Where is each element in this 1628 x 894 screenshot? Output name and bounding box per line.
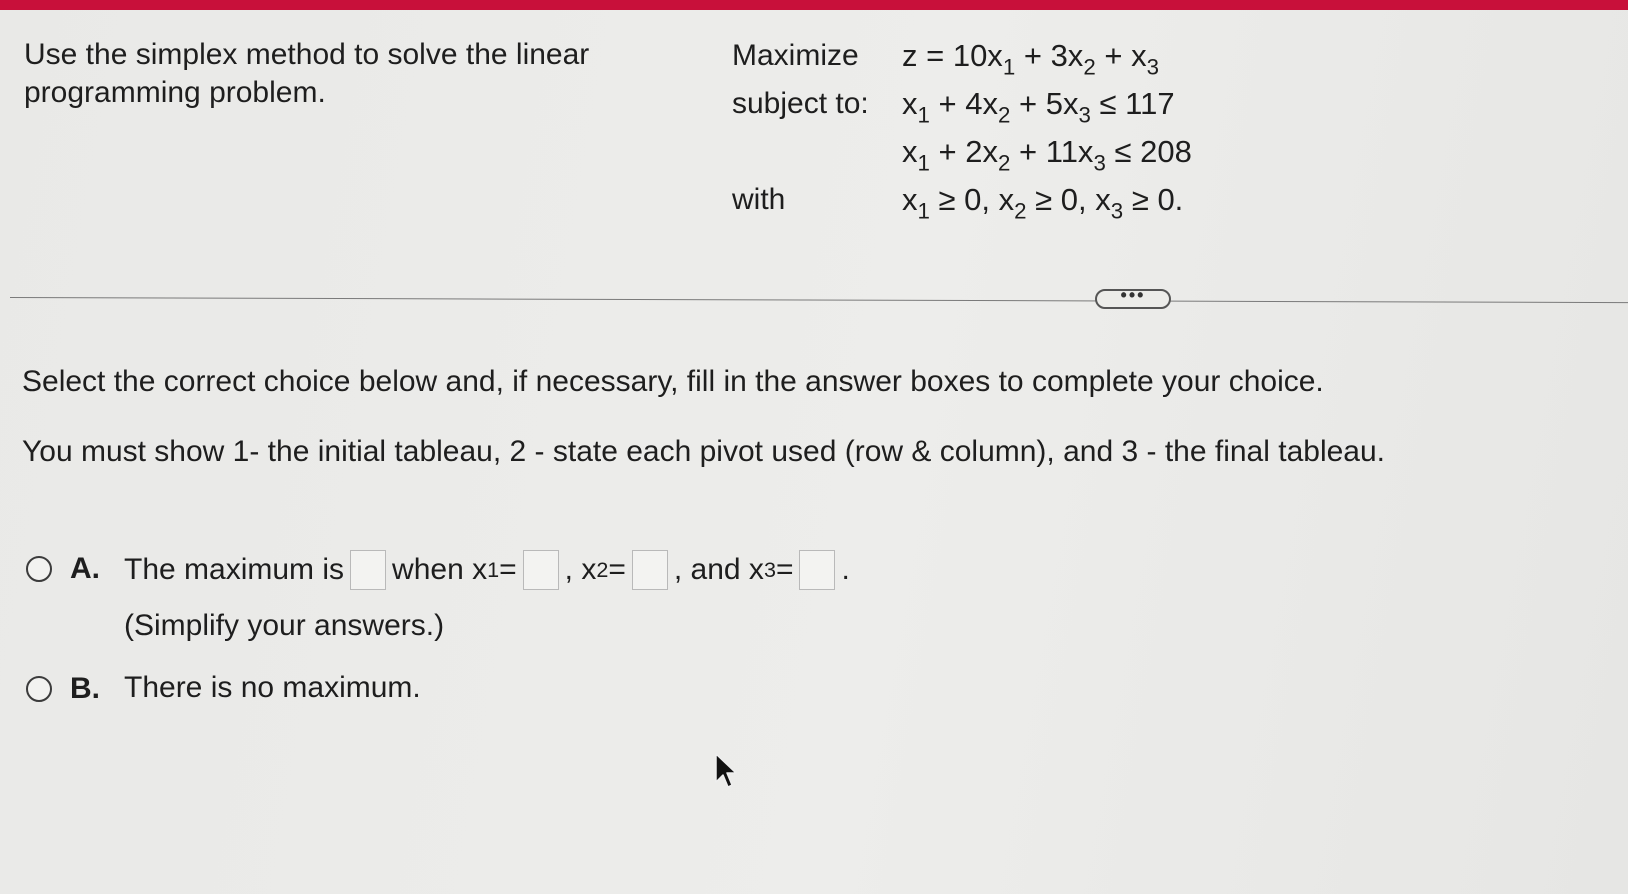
more-options-button[interactable]: ••• bbox=[1095, 289, 1171, 309]
mouse-pointer-icon bbox=[714, 752, 738, 792]
option-b-radio[interactable] bbox=[26, 676, 52, 702]
subject-to-label: subject to: bbox=[732, 87, 869, 120]
option-b-text: There is no maximum. bbox=[124, 671, 421, 704]
option-a-letter: A. bbox=[70, 552, 100, 585]
constraint-2: $x_1 + 2x_2 + 11x_3 \le 208$ bbox=[902, 134, 1192, 176]
option-a-radio[interactable] bbox=[26, 556, 52, 582]
section-divider bbox=[10, 297, 1628, 303]
option-a-note: (Simplify your answers.) bbox=[124, 609, 445, 642]
top-accent-bar bbox=[0, 0, 1628, 10]
x1-answer-box[interactable] bbox=[523, 550, 559, 590]
constraint-1: $x_1 + 4x_2 + 5x_3 \le 117$ bbox=[902, 86, 1175, 128]
option-a-text: The maximum is when x 1 = , x 2 = , and x 3 = . bbox=[124, 550, 850, 590]
option-b-letter: B. bbox=[70, 672, 100, 705]
instruction-select: Select the correct choice below and, if necessary, fill in the answer boxes to complete your choice. bbox=[22, 365, 1324, 398]
problem-intro: Use the simplex method to solve the linear programming problem. bbox=[24, 38, 590, 109]
max-answer-box[interactable] bbox=[350, 550, 386, 590]
instruction-show-work: You must show 1- the initial tableau, 2 - state each pivot used (row & column), and 3 - the final tableau. bbox=[22, 435, 1385, 468]
with-label: with bbox=[732, 183, 786, 216]
nonnegativity-constraints: $x_1 \ge 0$, $x_2 \ge 0$, $x_3 \ge 0$. bbox=[902, 182, 1184, 224]
objective-function: $z = 10x_1 + 3x_2 + x_3$ bbox=[902, 38, 1159, 80]
maximize-label: Maximize bbox=[732, 39, 859, 72]
x3-answer-box[interactable] bbox=[799, 550, 835, 590]
x2-answer-box[interactable] bbox=[632, 550, 668, 590]
